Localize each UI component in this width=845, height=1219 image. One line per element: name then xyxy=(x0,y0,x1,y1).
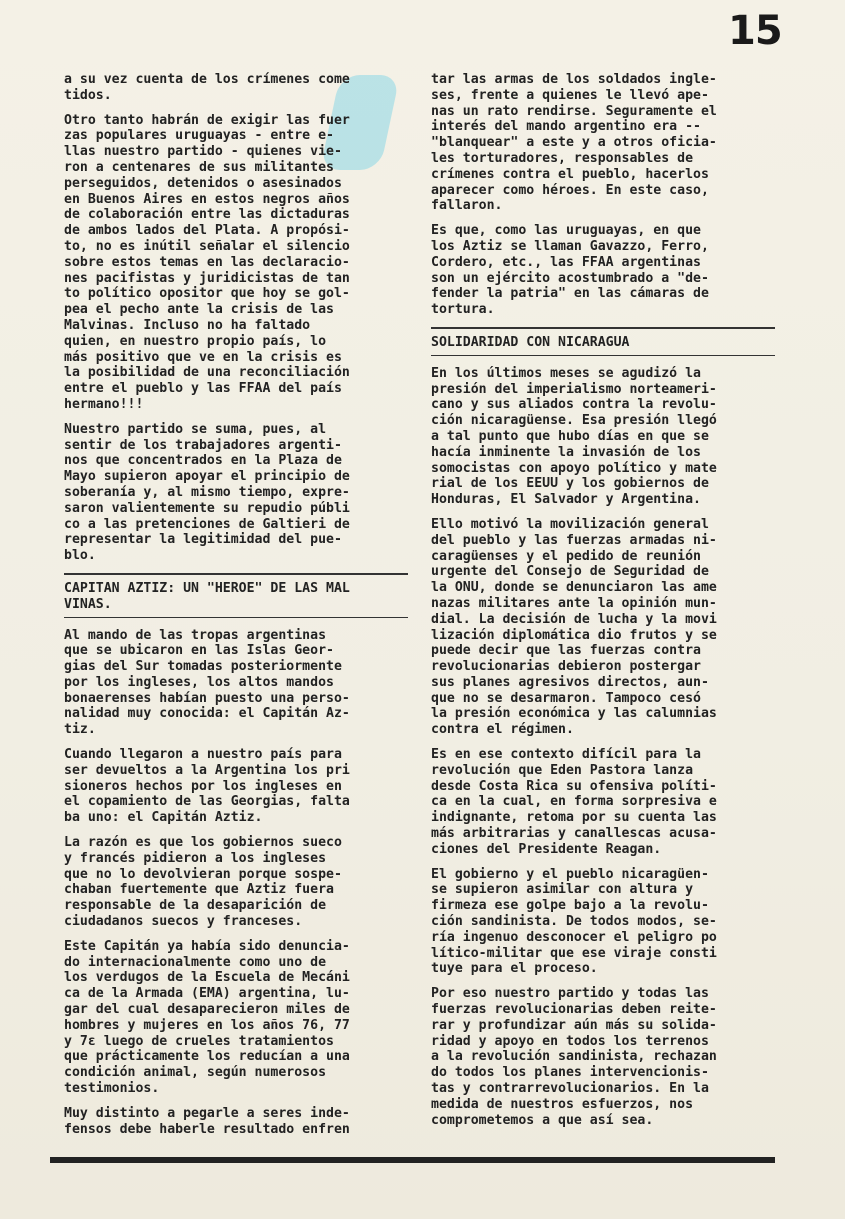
section-heading-aztiz: CAPITAN AZTIZ: UN "HEROE" DE LAS MAL VINAS. xyxy=(64,580,350,612)
section-divider xyxy=(431,327,775,329)
paragraph: tar las armas de los soldados ingle- ses, frente a quienes le llevó ape- nas un rato rendirse. Seguramente el interés del mando argentino era -- "blanquear" a este y a otros oficia- les torturadores, responsables de crímenes contra el pueblo, hacerlos aparecer como héroes. En este caso, fallaron. xyxy=(431,72,717,214)
paragraph: Nuestro partido se suma, pues, al sentir de los trabajadores argenti- nos que concentrados en la Plaza de Mayo supieron apoyar el principio de soberanía y, al mismo tiempo, expre- saron valientemente su repudio públi co a las pretenciones de Galtieri de representar la legitimidad del pue- blo. xyxy=(64,421,350,564)
paragraph: Es en ese contexto difícil para la revolución que Eden Pastora lanza desde Costa Rica su ofensiva políti- ca en la cual, en forma sorpresiva e indignante, retoma por su cuenta las más arbitrarias y canallescas acusa- ciones del Presidente Reagan. xyxy=(431,747,717,857)
left-column xyxy=(64,72,408,1146)
paragraph: Al mando de las tropas argentinas que se ubicaron en las Islas Geor- gias del Sur tomadas posteriormente por los ingleses, los altos mandos bonaerenses habían puesto una perso- nalidad muy conocida: el Capitán Az- tiz. xyxy=(64,627,350,738)
paragraph: Es que, como las uruguayas, en que los Aztiz se llaman Gavazzo, Ferro, Cordero, etc., las FFAA argentinas son un ejército acostumbrado a "de- fender la patria" en las cámaras de tortura. xyxy=(431,223,709,318)
paragraph: Por eso nuestro partido y todas las fuerzas revolucionarias deben reite- rar y profundizar aún más su solida- ridad y apoyo en todos los terrenos a la revolución sandinista, rechazan do todos los planes intervencionis- tas y contrarrevolucionarios. En la medida de nuestros esfuerzos, nos comprometemos a que así sea. xyxy=(431,986,717,1128)
paragraph: Otro tanto habrán de exigir las fuer zas populares uruguayas - entre e- llas nuestro partido - quienes vie- ron a centenares de sus militantes perseguidos, detenidos o asesinados en Buenos Aires en estos negros años de colaboración entre las dictaduras de ambos lados del Plata. A propósi- to, no es inútil señalar el silencio sobre estos temas en las declaracio- nes pacifistas y juridicistas de tan to político opositor que hoy se gol- pea el pecho ante la crisis de las Malvinas. Incluso no ha faltado quien, en nuestro propio país, lo más positivo que ve en la crisis es la posibilidad de una reconciliación entre el pueblo y las FFAA del país hermano!!! xyxy=(64,112,350,412)
paragraph: Cuando llegaron a nuestro país para ser devueltos a la Argentina los pri sioneros hechos por los ingleses en el copamiento de las Georgias, falta ba uno: el Capitán Aztiz. xyxy=(64,747,350,826)
section-heading-nicaragua: SOLIDARIDAD CON NICARAGUA xyxy=(431,334,630,350)
paragraph: Este Capitán ya había sido denuncia- do internacionalmente como uno de los verdugos de la Escuela de Mecáni ca de la Armada (EMA) argentina, lu- gar del cual desaparecieron miles de hombres y mujeres en los años 76, 77 y 7ε luego de crueles tratamientos que prácticamente los reducían a una condición animal, según numerosos testimonios. xyxy=(64,938,350,1097)
paragraph: Ello motivó la movilización general del pueblo y las fuerzas armadas ni- caragüenses y el pedido de reunión urgente del Consejo de Seguridad de la ONU, donde se denunciaron las ame nazas militares ante la opinión mun- dial. La decisión de lucha y la movi lización diplomática dio frutos y se puede decir que las fuerzas contra revolucionarias debieron postergar sus planes agresivos directos, aun- que no se desarmaron. Tampoco cesó la presión económica y las calumnias contra el régimen. xyxy=(431,516,717,738)
section-divider xyxy=(64,573,408,575)
paragraph: a su vez cuenta de los crímenes come tidos. xyxy=(64,72,350,103)
section-divider xyxy=(64,617,408,618)
paragraph: Muy distinto a pegarle a seres inde- fensos debe haberle resultado enfren xyxy=(64,1105,350,1137)
paragraph: El gobierno y el pueblo nicaragüen- se supieron asimilar con altura y firmeza ese golpe bajo a la revolu- ción sandinista. De todos modos, se- ría ingenuo desconocer el peligro po lítico-militar que ese viraje consti tuye para el proceso. xyxy=(431,866,717,977)
paragraph: La razón es que los gobiernos sueco y francés pidieron a los ingleses que no lo devolvieran porque sospe- chaban fuertemente que Aztiz fuera responsable de la desaparición de ciudadanos suecos y franceses. xyxy=(64,835,342,930)
paragraph: En los últimos meses se agudizó la presión del imperialismo norteameri- cano y sus aliados contra la revolu- ción nicaragüense. Esa presión llegó a tal punto que hubo días en que se hacía inminente la invasión de los somocistas con apoyo político y mate rial de los EEUU y los gobiernos de Honduras, El Salvador y Argentina. xyxy=(431,365,717,508)
right-column xyxy=(431,72,775,1137)
section-divider xyxy=(431,355,775,356)
page-number: 15 xyxy=(728,8,782,54)
bottom-divider xyxy=(50,1157,775,1163)
